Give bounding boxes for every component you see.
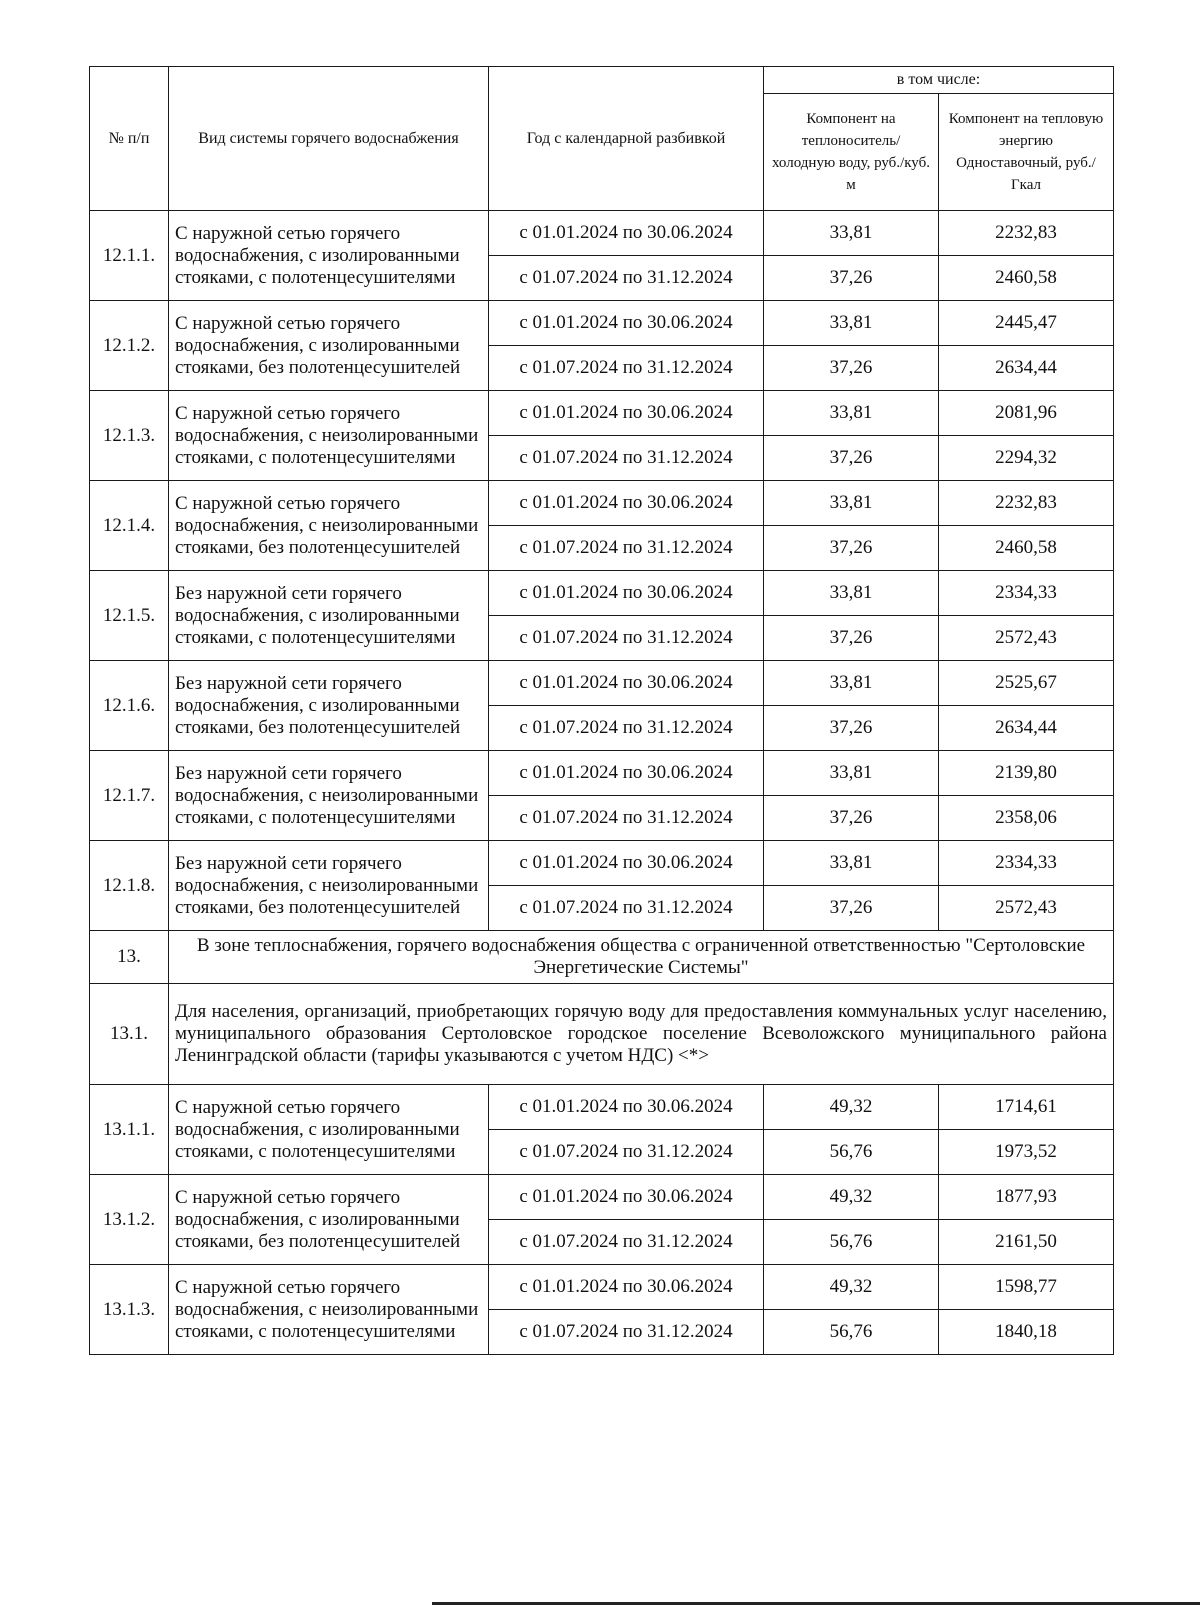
system-description: С наружной сетью горячего водоснабжения, с изолированными стояками, без полотенцесушителей xyxy=(169,1175,489,1265)
zone-heading: В зоне теплоснабжения, горячего водоснабжения общества с ограниченной ответственностью "Сертоловские Энергетические Системы" xyxy=(169,931,1114,984)
period-cell: с 01.01.2024 по 30.06.2024 xyxy=(489,1265,764,1310)
period-cell: с 01.07.2024 по 31.12.2024 xyxy=(489,1130,764,1175)
energy-value: 2572,43 xyxy=(939,616,1114,661)
energy-value: 2525,67 xyxy=(939,661,1114,706)
tariff-table-body xyxy=(90,67,1114,1355)
period-cell: с 01.07.2024 по 31.12.2024 xyxy=(489,526,764,571)
table-row xyxy=(90,1085,1114,1130)
tariff-table xyxy=(89,66,1114,1355)
system-description: С наружной сетью горячего водоснабжения, с неизолированными стояками, с полотенцесушителями xyxy=(169,1265,489,1355)
coolant-value: 37,26 xyxy=(764,436,939,481)
energy-value: 1973,52 xyxy=(939,1130,1114,1175)
page-bottom-rule xyxy=(432,1602,1200,1605)
energy-value: 2081,96 xyxy=(939,391,1114,436)
table-row xyxy=(90,841,1114,886)
period-cell: с 01.07.2024 по 31.12.2024 xyxy=(489,616,764,661)
table-row xyxy=(90,481,1114,526)
coolant-value: 56,76 xyxy=(764,1220,939,1265)
energy-value: 2634,44 xyxy=(939,346,1114,391)
coolant-value: 33,81 xyxy=(764,301,939,346)
energy-value: 2139,80 xyxy=(939,751,1114,796)
coolant-value: 49,32 xyxy=(764,1265,939,1310)
header-row-1 xyxy=(90,67,1114,94)
table-row xyxy=(90,751,1114,796)
period-cell: с 01.07.2024 по 31.12.2024 xyxy=(489,796,764,841)
energy-value: 2634,44 xyxy=(939,706,1114,751)
coolant-value: 33,81 xyxy=(764,751,939,796)
period-cell: с 01.01.2024 по 30.06.2024 xyxy=(489,661,764,706)
coolant-value: 33,81 xyxy=(764,391,939,436)
energy-value: 2445,47 xyxy=(939,301,1114,346)
coolant-value: 33,81 xyxy=(764,661,939,706)
subsection-row xyxy=(90,984,1114,1085)
energy-value: 1877,93 xyxy=(939,1175,1114,1220)
energy-value: 2232,83 xyxy=(939,211,1114,256)
system-description: Без наружной сети горячего водоснабжения, с неизолированными стояками, с полотенцесушителями xyxy=(169,751,489,841)
coolant-value: 33,81 xyxy=(764,841,939,886)
header-coolant-component: Компонент на теплоноситель/ холодную воду, руб./куб. м xyxy=(764,94,939,211)
energy-value: 1598,77 xyxy=(939,1265,1114,1310)
coolant-value: 37,26 xyxy=(764,706,939,751)
period-cell: с 01.01.2024 по 30.06.2024 xyxy=(489,1085,764,1130)
table-row xyxy=(90,211,1114,256)
subsection-number: 13.1. xyxy=(90,984,169,1085)
coolant-value: 37,26 xyxy=(764,526,939,571)
coolant-value: 37,26 xyxy=(764,346,939,391)
coolant-value: 37,26 xyxy=(764,796,939,841)
energy-value: 2232,83 xyxy=(939,481,1114,526)
period-cell: с 01.07.2024 по 31.12.2024 xyxy=(489,346,764,391)
header-period: Год с календарной разбивкой xyxy=(489,67,764,211)
period-cell: с 01.01.2024 по 30.06.2024 xyxy=(489,211,764,256)
energy-value: 1714,61 xyxy=(939,1085,1114,1130)
item-number: 12.1.4. xyxy=(90,481,169,571)
system-description: Без наружной сети горячего водоснабжения, с изолированными стояками, с полотенцесушителями xyxy=(169,571,489,661)
coolant-value: 37,26 xyxy=(764,616,939,661)
coolant-value: 37,26 xyxy=(764,256,939,301)
item-number: 12.1.8. xyxy=(90,841,169,931)
system-description: Без наружной сети горячего водоснабжения, с неизолированными стояками, без полотенцесушителей xyxy=(169,841,489,931)
table-row xyxy=(90,1265,1114,1310)
energy-value: 2358,06 xyxy=(939,796,1114,841)
zone-number: 13. xyxy=(90,931,169,984)
coolant-value: 56,76 xyxy=(764,1130,939,1175)
header-group-including: в том числе: xyxy=(764,67,1114,94)
table-row xyxy=(90,391,1114,436)
energy-value: 2334,33 xyxy=(939,841,1114,886)
table-row xyxy=(90,571,1114,616)
system-description: Без наружной сети горячего водоснабжения, с изолированными стояками, без полотенцесушителей xyxy=(169,661,489,751)
item-number: 13.1.1. xyxy=(90,1085,169,1175)
energy-value: 2294,32 xyxy=(939,436,1114,481)
item-number: 13.1.3. xyxy=(90,1265,169,1355)
item-number: 13.1.2. xyxy=(90,1175,169,1265)
coolant-value: 33,81 xyxy=(764,571,939,616)
energy-value: 2460,58 xyxy=(939,526,1114,571)
period-cell: с 01.01.2024 по 30.06.2024 xyxy=(489,391,764,436)
period-cell: с 01.07.2024 по 31.12.2024 xyxy=(489,886,764,931)
header-num: № п/п xyxy=(90,67,169,211)
energy-value: 2460,58 xyxy=(939,256,1114,301)
period-cell: с 01.07.2024 по 31.12.2024 xyxy=(489,256,764,301)
coolant-value: 49,32 xyxy=(764,1175,939,1220)
subsection-text: Для населения, организаций, приобретающих горячую воду для предоставления коммунальных услуг населению, муниципального образования Сертоловское городское поселение Всеволожского муниципального района Ленинградской области (тарифы указываются с учетом НДС) <*> xyxy=(169,984,1114,1085)
header-energy-component: Компонент на тепловую энергию Одноставочный, руб./Гкал xyxy=(939,94,1114,211)
period-cell: с 01.07.2024 по 31.12.2024 xyxy=(489,1220,764,1265)
item-number: 12.1.2. xyxy=(90,301,169,391)
coolant-value: 49,32 xyxy=(764,1085,939,1130)
header-system-type: Вид системы горячего водоснабжения xyxy=(169,67,489,211)
period-cell: с 01.01.2024 по 30.06.2024 xyxy=(489,571,764,616)
coolant-value: 33,81 xyxy=(764,481,939,526)
zone-row xyxy=(90,931,1114,984)
table-row xyxy=(90,1175,1114,1220)
system-description: С наружной сетью горячего водоснабжения, с изолированными стояками, с полотенцесушителями xyxy=(169,211,489,301)
tariff-document xyxy=(89,66,1113,1355)
period-cell: с 01.01.2024 по 30.06.2024 xyxy=(489,751,764,796)
period-cell: с 01.01.2024 по 30.06.2024 xyxy=(489,841,764,886)
period-cell: с 01.01.2024 по 30.06.2024 xyxy=(489,301,764,346)
item-number: 12.1.6. xyxy=(90,661,169,751)
period-cell: с 01.07.2024 по 31.12.2024 xyxy=(489,436,764,481)
energy-value: 1840,18 xyxy=(939,1310,1114,1355)
energy-value: 2572,43 xyxy=(939,886,1114,931)
table-row xyxy=(90,661,1114,706)
system-description: С наружной сетью горячего водоснабжения, с неизолированными стояками, с полотенцесушителями xyxy=(169,391,489,481)
item-number: 12.1.1. xyxy=(90,211,169,301)
item-number: 12.1.7. xyxy=(90,751,169,841)
coolant-value: 37,26 xyxy=(764,886,939,931)
system-description: С наружной сетью горячего водоснабжения, с неизолированными стояками, без полотенцесушителей xyxy=(169,481,489,571)
item-number: 12.1.3. xyxy=(90,391,169,481)
table-row xyxy=(90,301,1114,346)
energy-value: 2334,33 xyxy=(939,571,1114,616)
energy-value: 2161,50 xyxy=(939,1220,1114,1265)
system-description: С наружной сетью горячего водоснабжения, с изолированными стояками, без полотенцесушителей xyxy=(169,301,489,391)
coolant-value: 56,76 xyxy=(764,1310,939,1355)
period-cell: с 01.01.2024 по 30.06.2024 xyxy=(489,481,764,526)
system-description: С наружной сетью горячего водоснабжения, с изолированными стояками, с полотенцесушителями xyxy=(169,1085,489,1175)
period-cell: с 01.07.2024 по 31.12.2024 xyxy=(489,706,764,751)
item-number: 12.1.5. xyxy=(90,571,169,661)
period-cell: с 01.07.2024 по 31.12.2024 xyxy=(489,1310,764,1355)
period-cell: с 01.01.2024 по 30.06.2024 xyxy=(489,1175,764,1220)
coolant-value: 33,81 xyxy=(764,211,939,256)
